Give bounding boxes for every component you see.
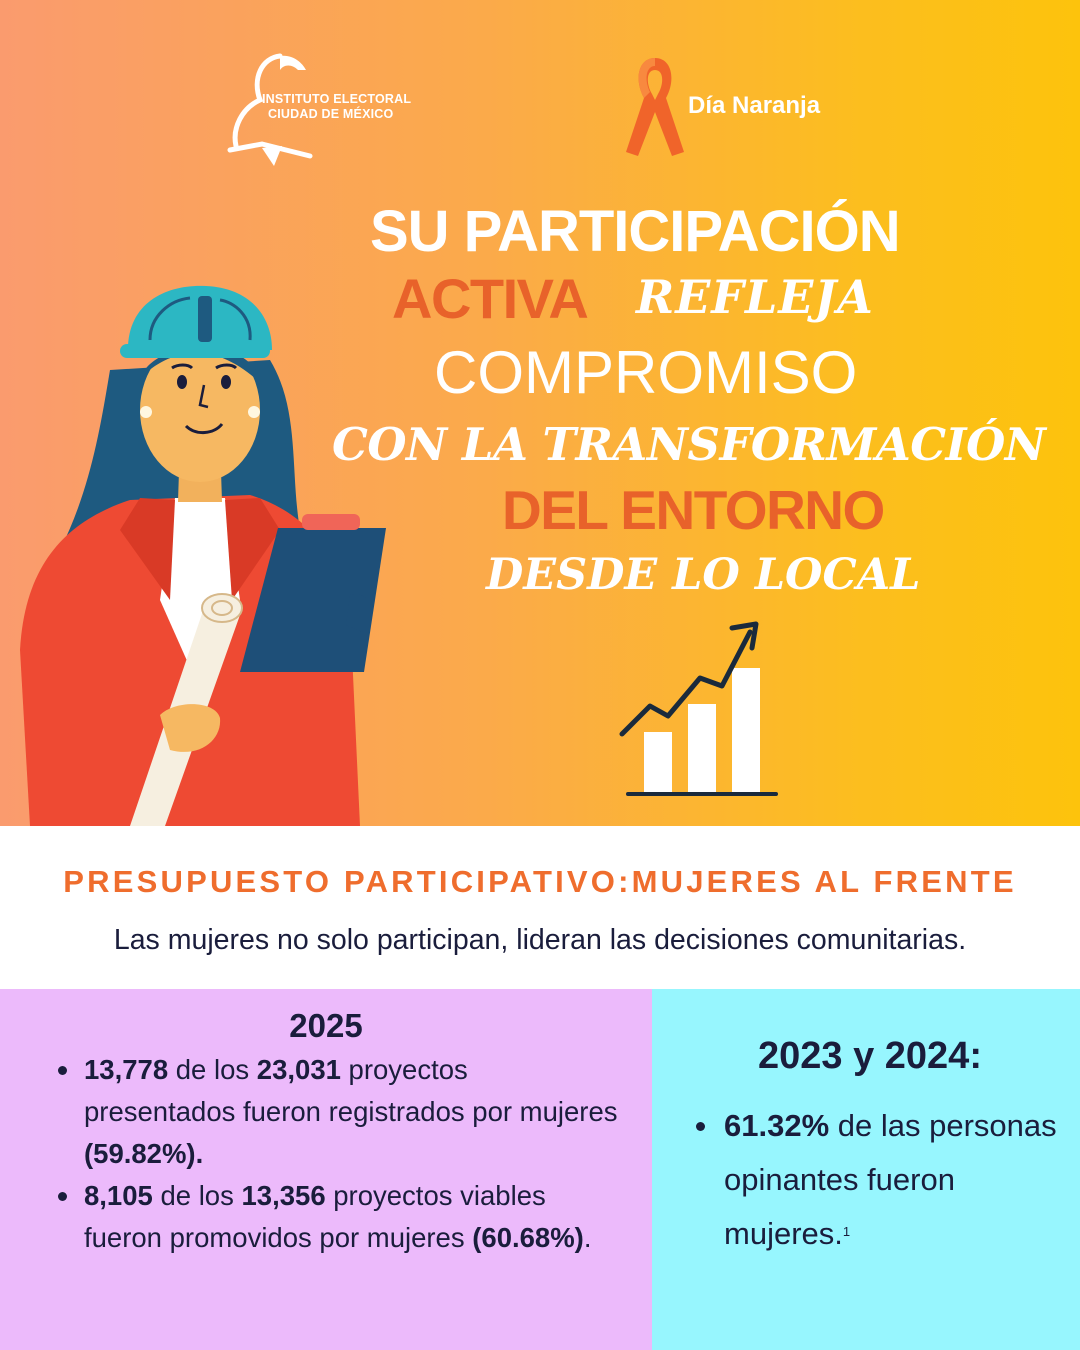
list-item: 8,105 de los 13,356 proyectos viables fueron promovidos por mujeres (60.68%). — [84, 1175, 624, 1259]
panel-2025 — [0, 989, 652, 1350]
dia-naranja-label: Día Naranja — [688, 92, 821, 119]
panel-2023-2024 — [652, 989, 1080, 1350]
headline-line-3: COMPROMISO — [434, 339, 858, 406]
panel-2023-2024-year: 2023 y 2024: — [758, 1035, 982, 1077]
headline-line-2a: ACTIVA — [392, 267, 588, 330]
panel-2025-list — [84, 1049, 624, 1259]
list-item: 61.32% de las personas opinantes fueron mujeres.$^1$ — [724, 1099, 1064, 1261]
headline-line-5: DEL ENTORNO — [502, 479, 884, 541]
list-item: 13,778 de los 23,031 proyectos presentados fueron registrados por mujeres (59.82%). — [84, 1049, 624, 1175]
footnote-marker: 1 — [842, 1224, 851, 1239]
headline-line-1: SU PARTICIPACIÓN — [370, 199, 900, 264]
headline-line-4: CON LA TRANSFORMACIÓN — [332, 418, 1046, 471]
growth-bar-chart-icon — [610, 610, 790, 810]
section-subtitle: Las mujeres no solo participan, lideran las decisiones comunitarias. — [113, 924, 967, 956]
panel-2025-year: 2025 — [289, 1007, 363, 1044]
headline-line-2b: REFLEJA — [636, 270, 874, 324]
engineer-woman-illustration — [0, 270, 400, 826]
headline-line-6: DESDE LO LOCAL — [486, 550, 921, 600]
institute-name: INSTITUTO ELECTORAL CIUDAD DE MÉXICO — [262, 92, 412, 121]
panel-2023-2024-list — [724, 1099, 1064, 1261]
orange-ribbon-icon — [620, 52, 690, 162]
section-title: PRESUPUESTO PARTICIPATIVO:MUJERES AL FRENTE — [63, 864, 1017, 899]
